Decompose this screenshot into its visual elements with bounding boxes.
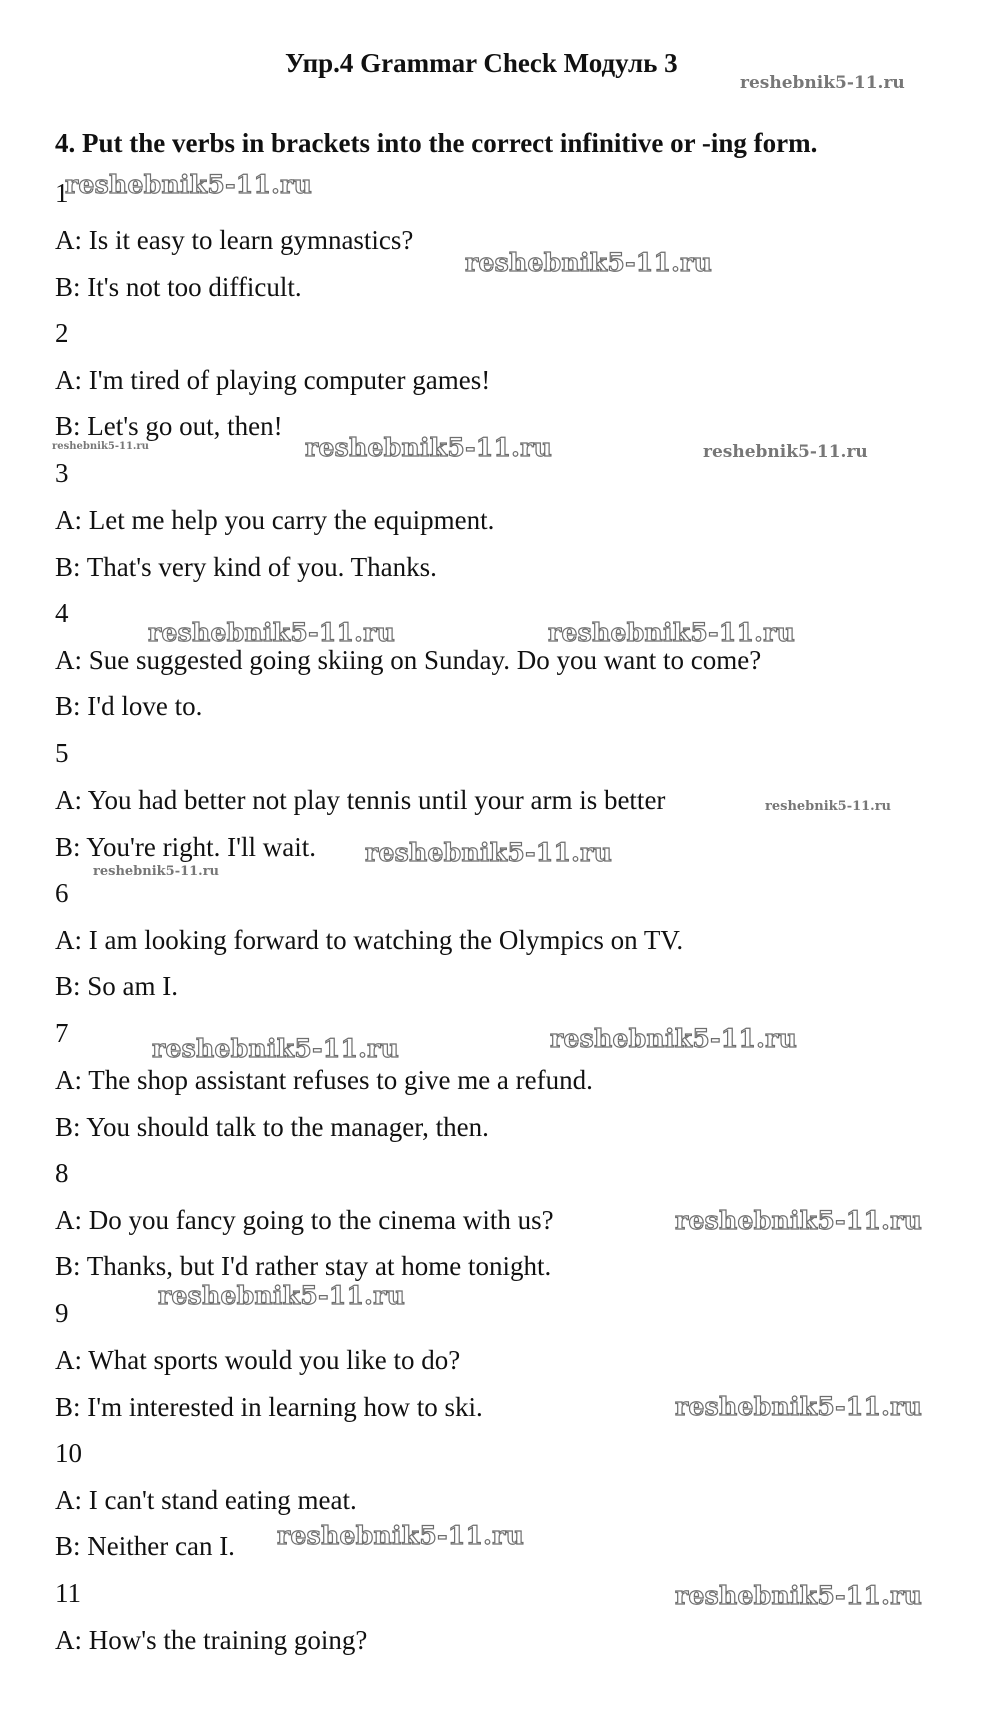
exercise-instruction: 4. Put the verbs in brackets into the correct infinitive or -ing form. bbox=[55, 128, 818, 158]
line-b: B: I'm interested in learning how to ski. bbox=[55, 1392, 483, 1422]
watermark: reshebnik5-11.ru bbox=[465, 248, 713, 277]
watermark: reshebnik5-11.ru bbox=[675, 1206, 923, 1235]
line-a: A: The shop assistant refuses to give me a refund. bbox=[55, 1065, 593, 1095]
line-a: A: Do you fancy going to the cinema with us? bbox=[55, 1205, 554, 1235]
line-a: A: Is it easy to learn gymnastics? bbox=[55, 225, 414, 255]
watermark: reshebnik5-11.ru bbox=[548, 618, 796, 647]
line-a: A: What sports would you like to do? bbox=[55, 1345, 461, 1375]
item-number: 7 bbox=[55, 1018, 69, 1048]
line-b: B: I'd love to. bbox=[55, 691, 203, 721]
item-number: 9 bbox=[55, 1298, 69, 1328]
watermark: reshebnik5-11.ru bbox=[365, 838, 613, 867]
line-b: B: Neither can I. bbox=[55, 1531, 235, 1561]
watermark: reshebnik5-11.ru bbox=[703, 442, 868, 462]
watermark: reshebnik5-11.ru bbox=[740, 73, 905, 93]
line-b: B: So am I. bbox=[55, 971, 179, 1001]
watermark: reshebnik5-11.ru bbox=[148, 618, 396, 647]
item-number: 2 bbox=[55, 318, 69, 348]
line-b: B: That's very kind of you. Thanks. bbox=[55, 552, 437, 582]
watermark: reshebnik5-11.ru bbox=[65, 170, 313, 199]
item-number: 11 bbox=[55, 1578, 81, 1608]
item-number: 4 bbox=[55, 598, 69, 628]
item-number: 6 bbox=[55, 878, 69, 908]
line-b: B: You should talk to the manager, then. bbox=[55, 1112, 489, 1142]
watermark: reshebnik5-11.ru bbox=[158, 1281, 406, 1310]
item-number: 1 bbox=[55, 178, 69, 208]
item-number: 8 bbox=[55, 1158, 69, 1188]
line-b: B: You're right. I'll wait. bbox=[55, 832, 316, 862]
watermark: reshebnik5-11.ru bbox=[152, 1034, 400, 1063]
watermark: reshebnik5-11.ru bbox=[675, 1392, 923, 1421]
watermark: reshebnik5-11.ru bbox=[52, 441, 149, 452]
line-a: A: I'm tired of playing computer games! bbox=[55, 365, 491, 395]
item-number: 10 bbox=[55, 1438, 82, 1468]
page-title: Упр.4 Grammar Check Модуль 3 bbox=[285, 48, 678, 78]
line-a: A: You had better not play tennis until your arm is better bbox=[55, 785, 666, 815]
watermark: reshebnik5-11.ru bbox=[93, 864, 220, 879]
watermark: reshebnik5-11.ru bbox=[765, 799, 892, 814]
line-b: B: Let's go out, then! bbox=[55, 411, 283, 441]
line-b: B: It's not too difficult. bbox=[55, 272, 302, 302]
line-a: A: I can't stand eating meat. bbox=[55, 1485, 357, 1515]
item-number: 3 bbox=[55, 458, 69, 488]
watermark: reshebnik5-11.ru bbox=[277, 1521, 525, 1550]
line-a: A: How's the training going? bbox=[55, 1625, 368, 1655]
item-number: 5 bbox=[55, 738, 69, 768]
line-a: A: Sue suggested going skiing on Sunday. Do you want to come? bbox=[55, 645, 762, 675]
line-a: A: Let me help you carry the equipment. bbox=[55, 505, 495, 535]
watermark: reshebnik5-11.ru bbox=[305, 433, 553, 462]
line-b: B: Thanks, but I'd rather stay at home tonight. bbox=[55, 1251, 552, 1281]
line-a: A: I am looking forward to watching the Olympics on TV. bbox=[55, 925, 684, 955]
watermark: reshebnik5-11.ru bbox=[550, 1024, 798, 1053]
watermark: reshebnik5-11.ru bbox=[675, 1581, 923, 1610]
